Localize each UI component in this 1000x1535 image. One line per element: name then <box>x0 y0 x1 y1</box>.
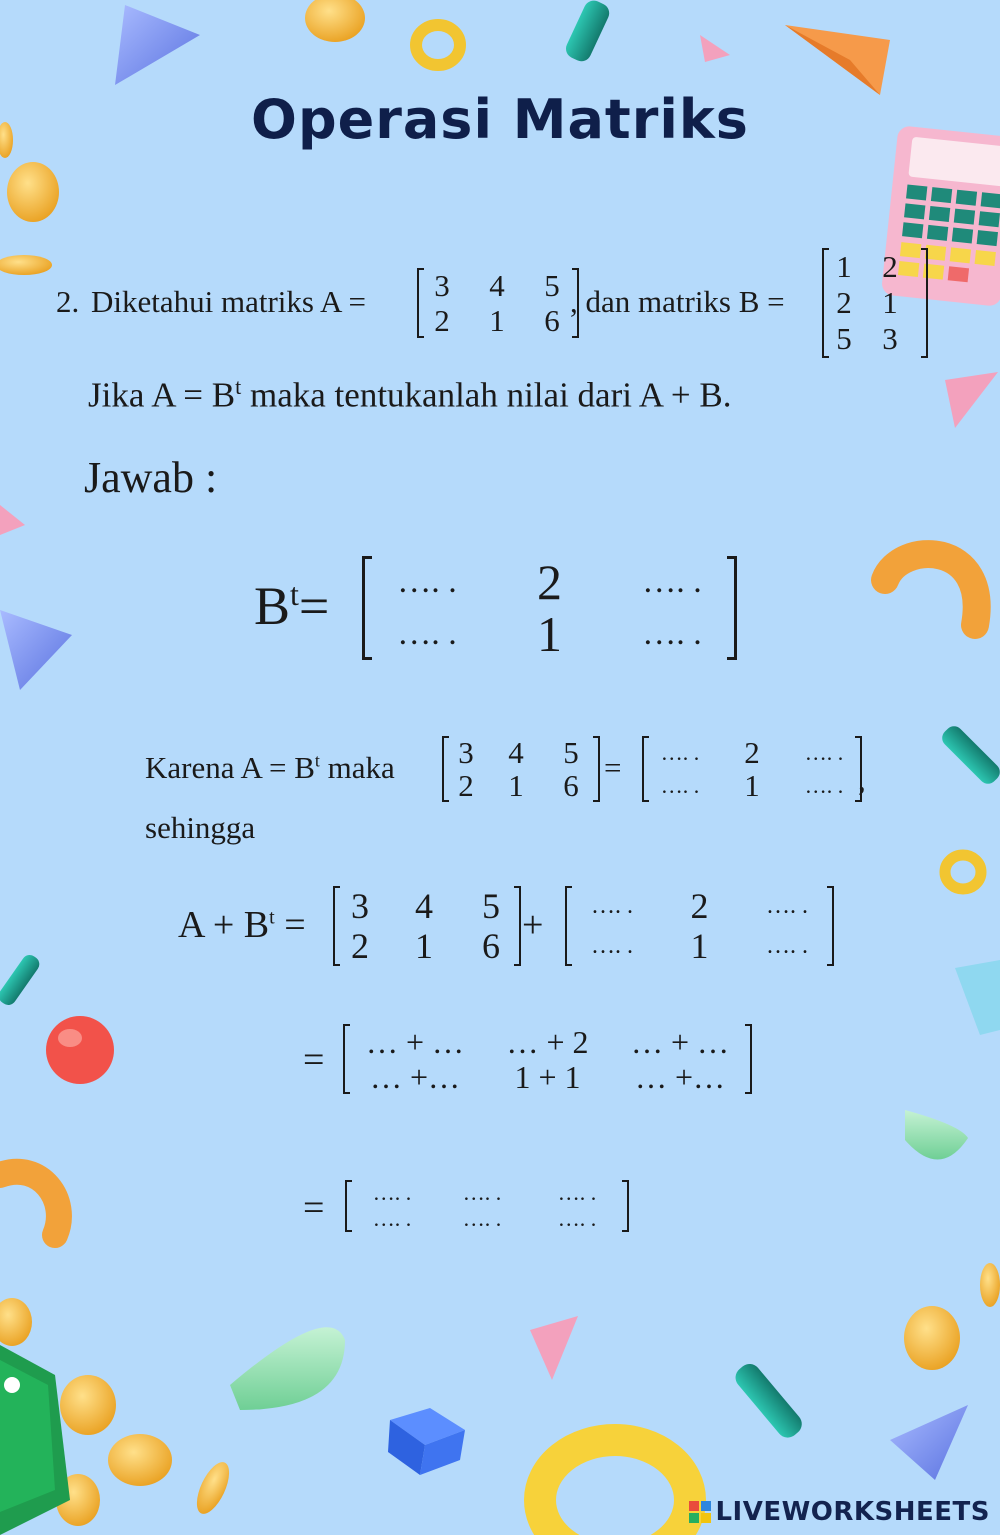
result-matrix-blank[interactable]: …. . <box>557 1206 597 1231</box>
blank-matrix-blank[interactable]: …. . <box>591 933 633 959</box>
sum-matrix-cell[interactable]: … +… <box>369 1058 461 1095</box>
matrix-a-cell: 3 <box>434 268 450 303</box>
coin-shape <box>108 1434 172 1486</box>
bt-matrix-cell: 1 <box>537 606 562 662</box>
matrix-b-cell: 3 <box>882 320 898 356</box>
torus-shape <box>885 554 977 625</box>
sphere-shape <box>46 1016 114 1084</box>
question-line2-pre: Jika A = B <box>88 375 236 415</box>
matrix-a-cell: 5 <box>563 735 579 770</box>
result-matrix <box>345 1180 629 1232</box>
blank-matrix-blank[interactable]: …. . <box>766 893 808 919</box>
because-sup: t <box>314 750 320 771</box>
torus-shape <box>540 1440 690 1535</box>
logo-text: LIVEWORKSHEETS <box>715 1497 990 1527</box>
question-line2-post: maka tentukanlah nilai dari A + B. <box>241 375 732 415</box>
page-title: Operasi Matriks <box>251 88 749 151</box>
matrix-b-cell: 1 <box>882 284 898 320</box>
coin-shape <box>0 255 52 275</box>
matrix-a-cell: 6 <box>544 303 560 338</box>
coin-shape <box>904 1306 960 1370</box>
bt-matrix-cell: 2 <box>537 554 562 610</box>
because-post: maka <box>319 750 395 785</box>
question-number: 2. <box>56 284 80 319</box>
cone-shape <box>115 5 200 85</box>
question-mid: , dan matriks B = <box>570 284 785 319</box>
plus-sign: + <box>522 904 544 946</box>
equals-sign: = <box>604 750 622 785</box>
sum-label-pre: A + B <box>178 904 270 946</box>
matrix-a-cell: 5 <box>482 886 500 926</box>
matrix-a-cell: 6 <box>563 768 579 803</box>
sehingga-text: sehingga <box>145 810 256 845</box>
sum-label-post: = <box>274 904 306 946</box>
matrix-a-cell: 1 <box>508 768 524 803</box>
matrix-b-cell: 2 <box>836 284 852 320</box>
result-matrix-blank[interactable]: …. . <box>557 1180 597 1205</box>
equals-sign: = <box>303 1039 325 1081</box>
liveworksheets-logo <box>689 1497 990 1527</box>
diamond-shape <box>955 960 1000 1035</box>
matrix-b-cell: 2 <box>882 248 898 284</box>
matrix-a-cell: 2 <box>351 926 369 966</box>
hemisphere-shape <box>905 1110 968 1160</box>
blank-matrix-blank[interactable]: …. . <box>766 933 808 959</box>
blank-matrix-blank[interactable]: …. . <box>804 772 844 798</box>
pyramid-shape <box>700 35 730 62</box>
matrix-b <box>822 248 928 358</box>
matrix-a-cell: 4 <box>489 268 505 303</box>
matrix-a-sum <box>333 886 521 966</box>
bt-matrix <box>362 556 737 660</box>
question-line2 <box>88 374 731 416</box>
matrix-a-cell: 3 <box>458 735 474 770</box>
result-matrix-blank[interactable]: …. . <box>462 1206 502 1231</box>
blank-matrix-cell: 2 <box>744 735 760 770</box>
liveworksheets-logo-icon <box>689 1501 711 1523</box>
matrix-a-repeat <box>442 736 600 802</box>
hemisphere-shape <box>230 1327 345 1410</box>
sum-matrix <box>343 1024 752 1094</box>
coin-shape <box>7 162 59 222</box>
cylinder-shape <box>731 1359 806 1442</box>
matrix-a-cell: 1 <box>489 303 505 338</box>
question-line2-sup: t <box>235 374 242 399</box>
matrix-a-cell: 3 <box>351 886 369 926</box>
bt-eq: = <box>298 576 330 636</box>
cylinder-shape <box>563 0 613 64</box>
equals-sign: = <box>303 1187 325 1229</box>
blank-matrix-blank[interactable]: …. . <box>660 772 700 798</box>
result-matrix-blank[interactable]: …. . <box>372 1180 412 1205</box>
because-text <box>145 750 395 786</box>
pyramid-shape <box>945 372 998 428</box>
matrix-a-cell: 4 <box>508 735 524 770</box>
sum-matrix-cell[interactable]: … + … <box>630 1023 730 1060</box>
bt-matrix-blank[interactable]: …. . <box>642 563 702 600</box>
cylinder-shape <box>938 722 1000 787</box>
sum-label-sup: t <box>269 906 275 929</box>
ring-shape <box>945 855 981 889</box>
cone-shape <box>0 610 72 690</box>
matrix-b-cell: 5 <box>836 320 852 356</box>
blank-matrix-blank[interactable]: …. . <box>660 739 700 765</box>
blank-matrix <box>642 736 862 802</box>
coin-shape <box>305 0 365 42</box>
matrix-a-cell: 2 <box>458 768 474 803</box>
pyramid-shape <box>530 1316 578 1380</box>
sum-matrix-cell[interactable]: … + … <box>365 1023 465 1060</box>
sum-matrix-cell[interactable]: … + 2 <box>506 1023 589 1060</box>
ring-shape <box>416 25 460 65</box>
bt-matrix-blank[interactable]: …. . <box>397 615 457 652</box>
matrix-a-cell: 2 <box>434 303 450 338</box>
sum-heading <box>178 903 306 947</box>
answer-label: Jawab : <box>84 453 218 502</box>
bt-sup: t <box>290 576 299 612</box>
matrix-a-cell: 4 <box>415 886 433 926</box>
matrix-a-cell: 5 <box>544 268 560 303</box>
result-matrix-blank[interactable]: …. . <box>372 1206 412 1231</box>
matrix-a-cell: 6 <box>482 926 500 966</box>
blank-matrix-sum <box>565 886 834 966</box>
cube-shape <box>388 1408 465 1475</box>
comma: , <box>858 762 866 797</box>
matrix-b-cell: 1 <box>836 248 852 284</box>
bt-label: B <box>254 576 291 636</box>
sum-matrix-cell[interactable]: … +… <box>634 1058 726 1095</box>
sum-matrix-cell: 1 + 1 <box>514 1058 581 1095</box>
because-pre: Karena A = B <box>145 750 315 785</box>
bt-heading <box>254 575 329 637</box>
bt-matrix-blank[interactable]: …. . <box>642 615 702 652</box>
blank-matrix-cell: 2 <box>690 886 709 926</box>
result-matrix-blank[interactable]: …. . <box>462 1180 502 1205</box>
coin-shape <box>60 1375 116 1435</box>
matrix-a <box>417 268 579 338</box>
blank-matrix-cell: 1 <box>690 926 709 966</box>
bt-matrix-blank[interactable]: …. . <box>397 563 457 600</box>
cylinder-shape <box>0 952 42 1008</box>
blank-matrix-blank[interactable]: …. . <box>591 893 633 919</box>
matrix-a-cell: 1 <box>415 926 433 966</box>
torus-shape <box>0 1172 59 1235</box>
blank-matrix-cell: 1 <box>744 768 760 803</box>
cone-shape <box>890 1405 968 1480</box>
blank-matrix-blank[interactable]: …. . <box>804 739 844 765</box>
question-intro: Diketahui matriks A = <box>91 284 366 319</box>
